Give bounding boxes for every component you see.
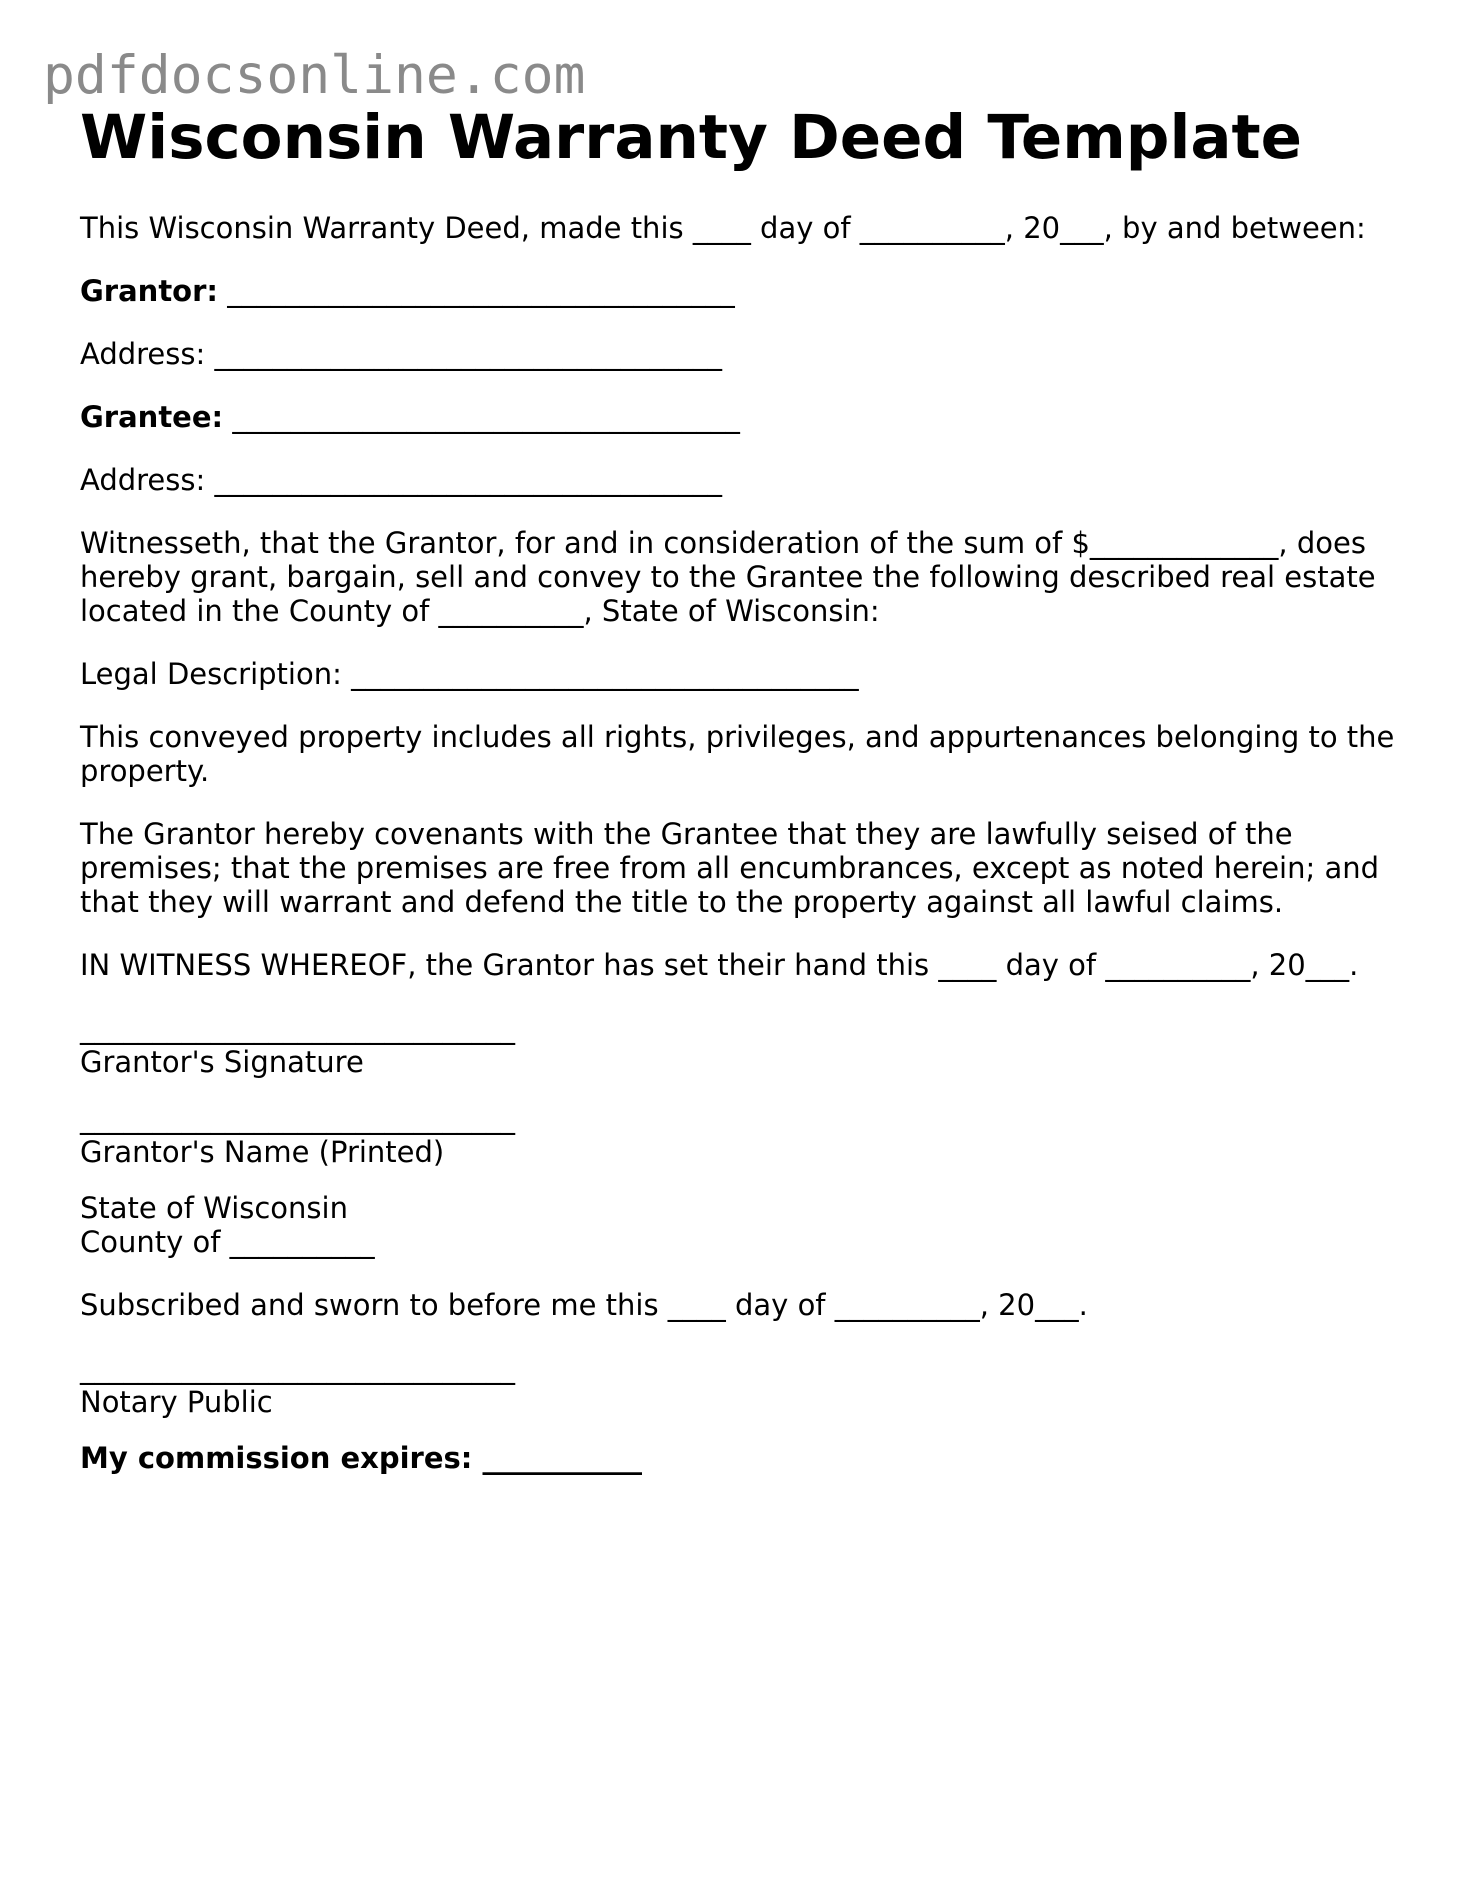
notary-label: Notary Public — [80, 1385, 273, 1419]
rights-line: property. — [80, 754, 210, 788]
grantor-printed-name-label: Grantor's Name (Printed) — [80, 1135, 445, 1169]
witnesseth-paragraph — [80, 526, 1410, 628]
grantor-printed-name-rule: ______________________________ — [80, 1101, 515, 1135]
rights-paragraph — [80, 720, 1410, 788]
grantee-address-line: Address: ___________________________________ — [80, 463, 722, 497]
deed-body — [80, 211, 1410, 1504]
witnesseth-line: located in the County of __________, State of Wisconsin: — [80, 594, 880, 628]
grantor-label: Grantor: — [80, 274, 219, 308]
legal-description-line: Legal Description: ___________________________________ — [80, 657, 859, 691]
covenants-paragraph — [80, 817, 1410, 919]
grantor-signature-rule: ______________________________ — [80, 1011, 515, 1045]
grantor-printed-name-block — [80, 1101, 1410, 1169]
covenants-line: The Grantor hereby covenants with the Grantee that they are lawfully seised of the — [80, 817, 1293, 851]
grantor-line — [80, 274, 1410, 308]
witnesseth-line: Witnesseth, that the Grantor, for and in consideration of the sum of $_____________, does — [80, 526, 1366, 560]
grantor-address-line: Address: ___________________________________ — [80, 337, 722, 371]
grantor-blank: ___________________________________ — [227, 274, 735, 308]
commission-blank: ___________ — [482, 1441, 642, 1475]
notary-rule: ______________________________ — [80, 1351, 515, 1385]
grantor-signature-block — [80, 1011, 1410, 1079]
venue-state: State of Wisconsin — [80, 1191, 348, 1225]
venue-county: County of __________ — [80, 1225, 375, 1259]
grantor-signature-label: Grantor's Signature — [80, 1045, 364, 1079]
in-witness-paragraph: IN WITNESS WHEREOF, the Grantor has set their hand this ____ day of __________, 20___. — [80, 948, 1359, 982]
notary-block — [80, 1351, 1410, 1419]
commission-label: My commission expires: — [80, 1441, 473, 1475]
covenants-line: that they will warrant and defend the title to the property against all lawful claims. — [80, 885, 1284, 919]
subscribed-paragraph: Subscribed and sworn to before me this ____ day of __________, 20___. — [80, 1288, 1088, 1322]
witnesseth-line: hereby grant, bargain, sell and convey to the Grantee the following described real estate — [80, 560, 1376, 594]
intro-paragraph: This Wisconsin Warranty Deed, made this ____ day of __________, 20___, by and between: — [80, 211, 1366, 245]
grantee-blank: ___________________________________ — [232, 400, 740, 434]
covenants-line: premises; that the premises are free from all encumbrances, except as noted herein; and — [80, 851, 1380, 885]
watermark-text: pdfdocsonline.com — [43, 45, 586, 106]
commission-line — [80, 1441, 1410, 1475]
document-title: Wisconsin Warranty Deed Template — [80, 102, 1303, 173]
venue-block — [80, 1191, 1410, 1259]
grantee-line — [80, 400, 1410, 434]
grantee-label: Grantee: — [80, 400, 224, 434]
rights-line: This conveyed property includes all rights, privileges, and appurtenances belonging to the — [80, 720, 1395, 754]
